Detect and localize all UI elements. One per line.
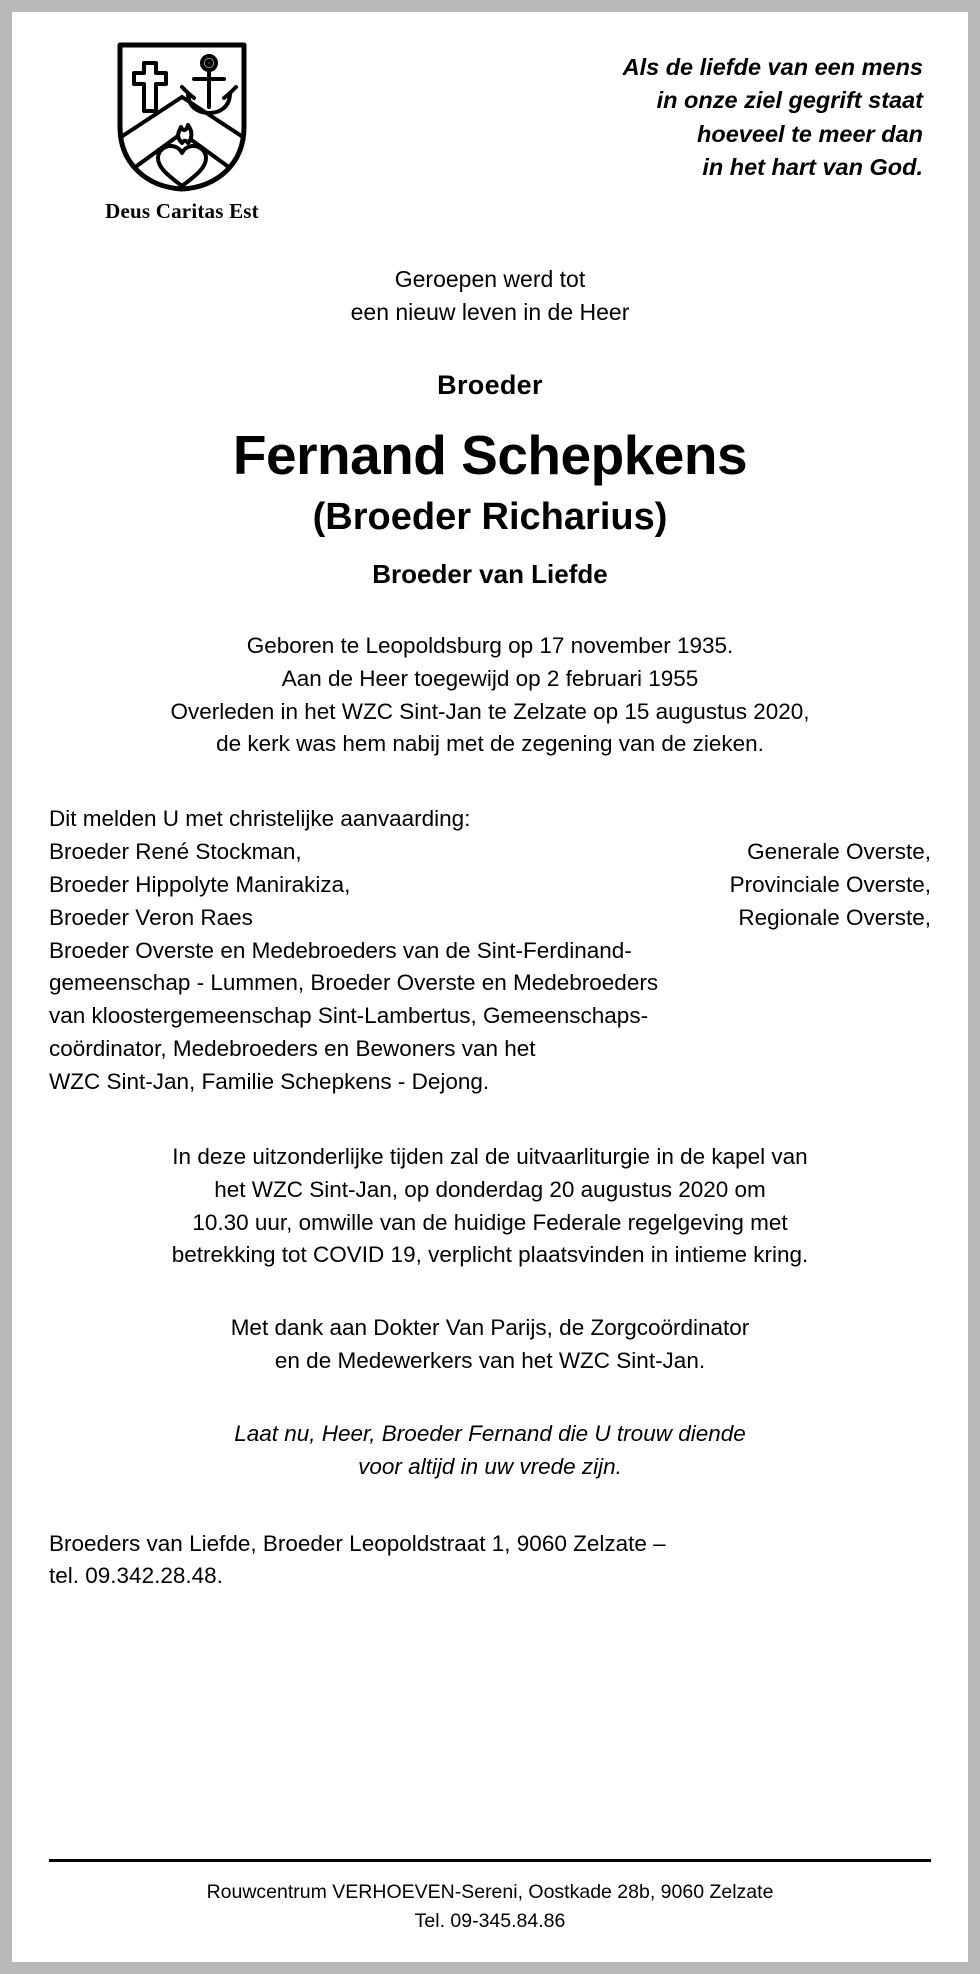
epigraph-line-1: Als de liefde van een mens	[622, 54, 923, 80]
role-title: Generale Overste,	[747, 839, 931, 865]
deceased-order: Broeder van Liefde	[372, 558, 608, 589]
community-line-2: gemeenschap - Lummen, Broeder Overste en Medebroeders	[49, 970, 659, 996]
memorial-card	[12, 12, 968, 1962]
role-row	[49, 869, 931, 902]
role-person: Broeder René Stockman,	[49, 839, 302, 865]
death-line: Overleden in het WZC Sint-Jan te Zelzate op 15 augustus 2020,	[170, 698, 810, 724]
epigraph-line-4: in het hart van God.	[702, 154, 923, 181]
community-line-5: WZC Sint-Jan, Familie Schepkens - Dejong.	[49, 1068, 490, 1094]
calling-text	[49, 263, 931, 328]
deceased-religious-name: (Broeder Richarius)	[312, 496, 668, 539]
role-row	[49, 902, 931, 935]
role-person: Broeder Veron Raes	[49, 904, 253, 930]
card-body	[13, 263, 967, 1593]
footer-divider	[49, 1859, 931, 1862]
contact-line-1: Broeders van Liefde, Broeder Leopoldstraat 1, 9060 Zelzate –	[49, 1530, 666, 1556]
prayer-line-2: voor altijd in uw vrede zijn.	[358, 1453, 622, 1479]
epigraph-line-3: hoeveel te meer dan	[697, 120, 923, 147]
coat-of-arms-icon	[114, 41, 250, 193]
page-title: Fernand Schepkens	[232, 424, 748, 487]
funeral-home-info	[49, 1878, 931, 1935]
role-person: Broeder Hippolyte Manirakiza,	[49, 871, 351, 897]
community-line-3: van kloostergemeenschap Sint-Lambertus, Gemeenschaps-	[49, 1003, 649, 1029]
life-dates	[49, 630, 931, 761]
thanks-line-2: en de Medewerkers van het WZC Sint-Jan.	[274, 1348, 706, 1374]
role-title: Regionale Overste,	[738, 904, 931, 930]
contact-block	[49, 1528, 931, 1594]
footer-line-1: Rouwcentrum VERHOEVEN-Sereni, Oostkade 28b, 9060 Zelzate	[206, 1881, 774, 1904]
liturgy-notice	[49, 1141, 931, 1272]
thanks-block	[49, 1312, 931, 1378]
crest-block	[57, 41, 307, 224]
epigraph-line-2: in onze ziel gegrift staat	[656, 87, 923, 114]
sacrament-line: de kerk was hem nabij met de zegening van de zieken.	[216, 731, 764, 757]
deceased-rank: Broeder	[437, 370, 543, 401]
announcement-roles	[49, 836, 931, 935]
crest-motto: Deus Caritas Est	[105, 199, 259, 223]
birth-line: Geboren te Leopoldsburg op 17 november 1935.	[246, 632, 734, 658]
community-line-4: coördinator, Medebroeders en Bewoners van het	[49, 1036, 536, 1062]
calling-line-2: een nieuw leven in de Heer	[350, 298, 630, 325]
liturgy-line-1: In deze uitzonderlijke tijden zal de uitvaarliturgie in de kapel van	[172, 1143, 808, 1169]
liturgy-line-2: het WZC Sint-Jan, op donderdag 20 augustus 2020 om	[214, 1176, 766, 1202]
announcement-community	[49, 935, 931, 1099]
card-footer	[49, 1859, 931, 1935]
contact-line-2: tel. 09.342.28.48.	[49, 1563, 223, 1589]
liturgy-line-3: 10.30 uur, omwille van de huidige Federale regelgeving met	[192, 1209, 788, 1235]
card-header	[13, 13, 967, 233]
calling-line-1: Geroepen werd tot	[394, 266, 586, 292]
prayer-line-1: Laat nu, Heer, Broeder Fernand die U trouw diende	[234, 1420, 746, 1446]
announcement-block	[49, 803, 931, 1099]
vows-line: Aan de Heer toegewijd op 2 februari 1955	[281, 665, 699, 691]
thanks-line-1: Met dank aan Dokter Van Parijs, de Zorgcoördinator	[230, 1315, 750, 1341]
role-row	[49, 836, 931, 869]
announcement-intro: Dit melden U met christelijke aanvaarding:	[49, 806, 471, 832]
community-line-1: Broeder Overste en Medebroeders van de Sint-Ferdinand-	[49, 937, 632, 963]
liturgy-line-4: betrekking tot COVID 19, verplicht plaatsvinden in intieme kring.	[171, 1242, 809, 1268]
role-title: Provinciale Overste,	[729, 871, 931, 897]
closing-prayer	[49, 1418, 931, 1484]
footer-line-2: Tel. 09-345.84.86	[414, 1909, 566, 1932]
epigraph	[503, 51, 923, 184]
